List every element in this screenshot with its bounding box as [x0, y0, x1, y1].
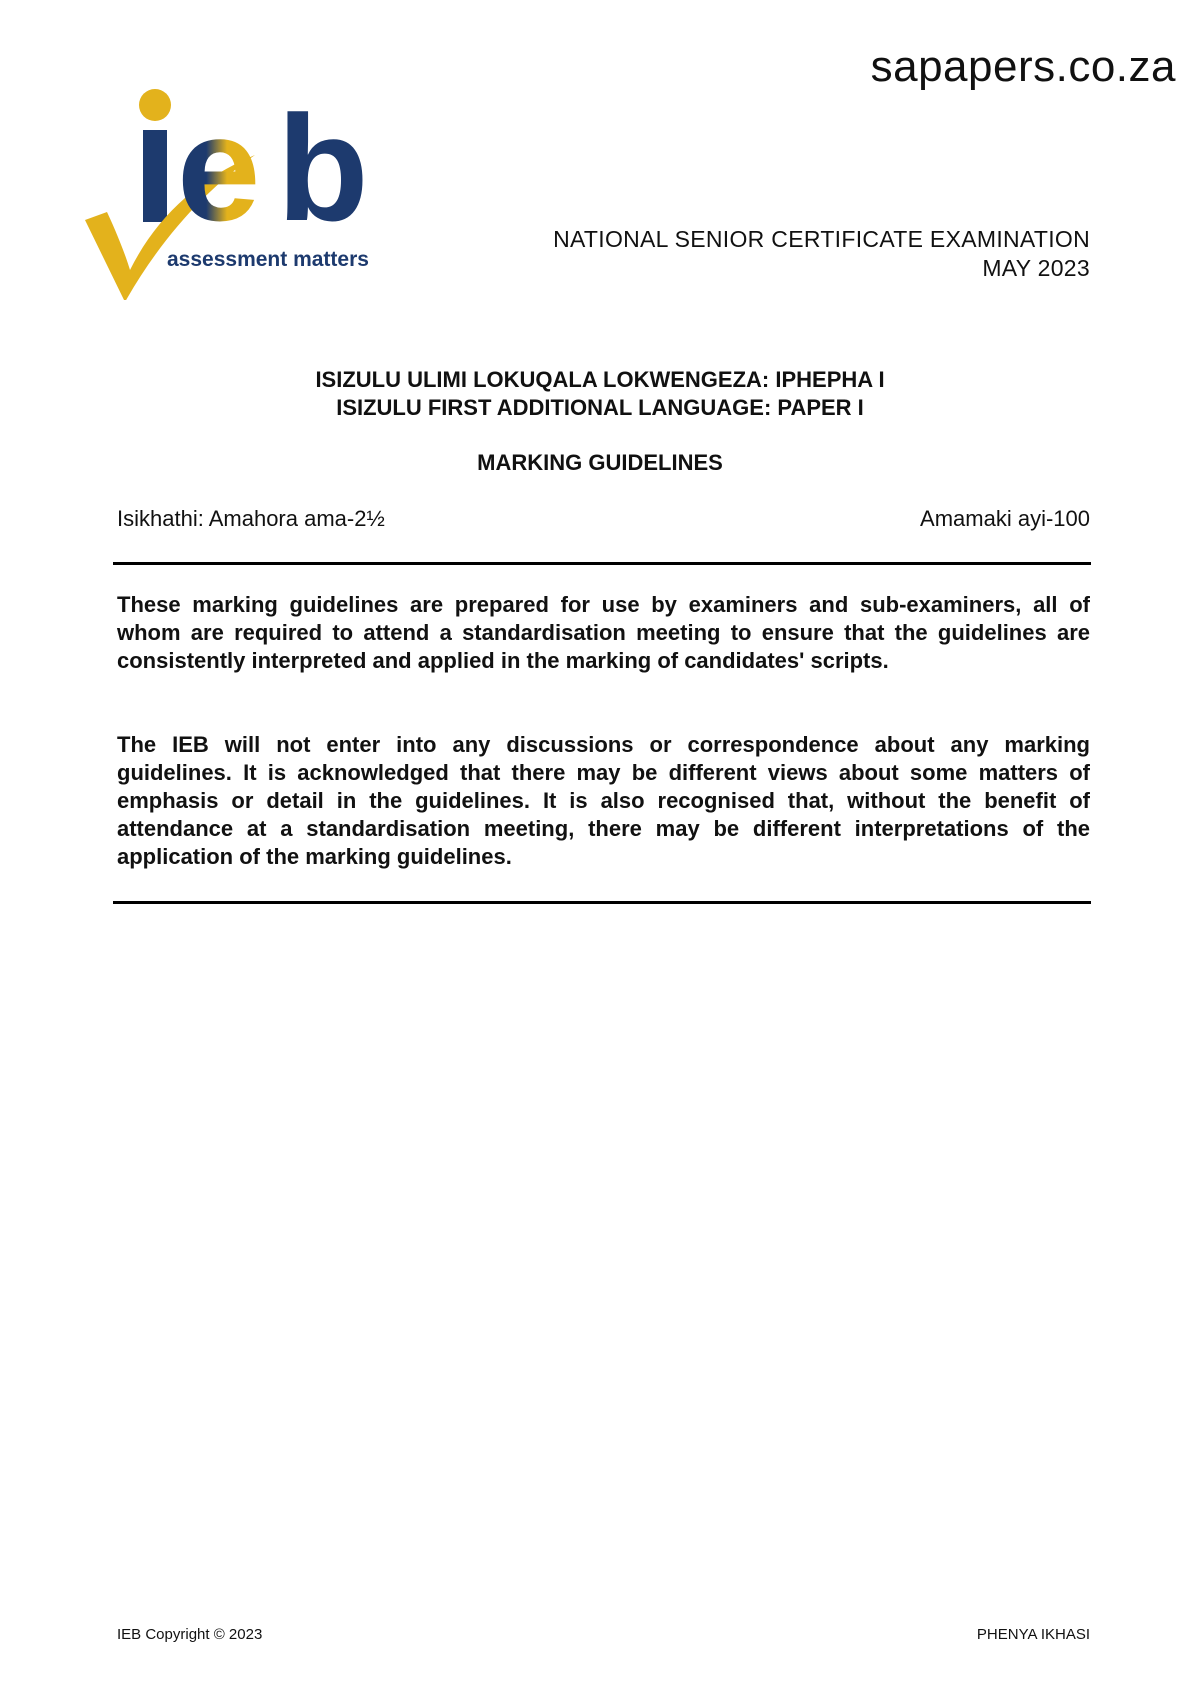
footer-copyright: IEB Copyright © 2023 [117, 1626, 263, 1643]
logo-i-stem [143, 130, 167, 222]
divider-top [113, 562, 1091, 565]
intro-paragraph: These marking guidelines are prepared for use by examiners and sub-examiners, all of whom are required to attend a standardisation meeting to ensure that the guidelines are consistently interpreted and applied in the marking of candidates' scripts. [117, 592, 1090, 673]
logo-b: b [277, 84, 369, 252]
marking-guidelines-heading: MARKING GUIDELINES [477, 450, 723, 475]
exam-date: MAY 2023 [982, 255, 1090, 281]
logo-dot [139, 89, 171, 121]
logo-tagline: assessment matters [167, 248, 369, 271]
divider-bottom [113, 901, 1091, 904]
disclaimer-paragraph: The IEB will not enter into any discussions or correspondence about any marking guidelines. It is acknowledged that there may be different views about some matters of emphasis or detail in the guidelines. It is also recognised that, without the benefit of attendance at a standardisation meeting, there may be different interpretations of the application of the marking guidelines. [117, 732, 1090, 869]
paper-title [0, 366, 1200, 422]
logo-e: e [177, 84, 261, 252]
exam-meta-row [117, 506, 1090, 532]
ieb-logo [85, 80, 425, 300]
paper-title-english: ISIZULU FIRST ADDITIONAL LANGUAGE: PAPER I [336, 395, 864, 420]
ieb-logo-graphic [85, 80, 425, 300]
exam-header [553, 225, 1090, 283]
paper-title-zulu: ISIZULU ULIMI LOKUQALA LOKWENGEZA: IPHEPHA I [315, 367, 885, 392]
exam-name: NATIONAL SENIOR CERTIFICATE EXAMINATION [553, 226, 1090, 252]
footer-turn-page: PHENYA IKHASI [976, 1626, 1090, 1643]
site-watermark: sapapers.co.za [870, 42, 1176, 91]
exam-marks: Amamaki ayi-100 [920, 506, 1090, 531]
exam-time: Isikhathi: Amahora ama-2½ [117, 506, 385, 531]
